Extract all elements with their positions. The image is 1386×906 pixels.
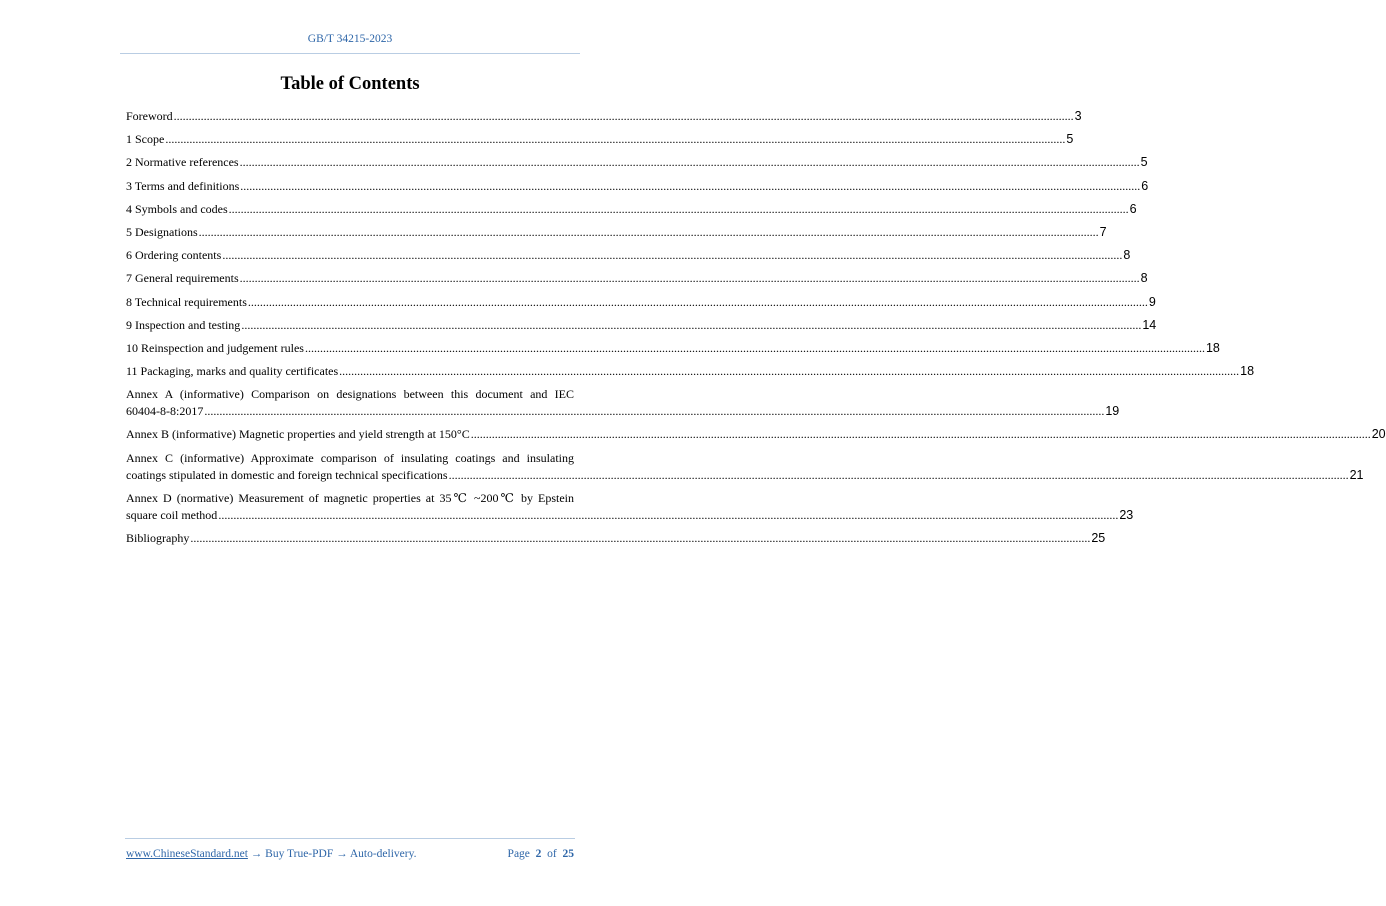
toc-entry-title: 11 Packaging, marks and quality certificates — [126, 364, 339, 379]
dot-leader: ............................................................................................................................................................................................................................................................................................................ — [228, 201, 1129, 216]
page-of-label: of — [547, 848, 557, 860]
toc-entry[interactable] — [126, 450, 1364, 484]
dot-leader: ............................................................................................................................................................................................................................................................................................................ — [304, 340, 1205, 355]
toc-entry-page: 3 — [1074, 109, 1082, 123]
toc-entry-page: 18 — [1240, 364, 1255, 379]
toc-entry-title: Annex B (informative) Magnetic properties and yield strength at 150°C — [126, 427, 470, 442]
dot-leader: ............................................................................................................................................................................................................................................................................................................ — [339, 364, 1240, 379]
toc-entry-page: 23 — [1119, 507, 1134, 522]
toc-entry-page: 5 — [1066, 132, 1074, 147]
toc-entry-first-line: Annex C (informative) Approximate comparison of insulating coatings and insulating — [126, 450, 574, 465]
toc-entry[interactable] — [126, 530, 1106, 547]
dot-leader: ............................................................................................................................................................................................................................................................................................................ — [222, 248, 1123, 263]
toc-entry-title: 8 Technical requirements — [126, 294, 247, 309]
page-title: Table of Contents — [280, 74, 420, 94]
dot-leader: ............................................................................................................................................................................................................................................................................................................ — [470, 427, 1371, 442]
toc-entry-first-line: Annex D (normative) Measurement of magnetic properties at 35℃ ~200℃ by Epstein — [126, 490, 574, 505]
table-of-contents — [126, 108, 1386, 553]
dot-leader: ............................................................................................................................................................................................................................................................................................................ — [218, 507, 1119, 522]
toc-entry[interactable] — [126, 178, 1149, 195]
toc-entry-page: 8 — [1140, 271, 1148, 286]
toc-entry-page: 14 — [1142, 317, 1157, 332]
toc-entry[interactable] — [126, 490, 1134, 524]
toc-entry-page: 18 — [1205, 340, 1220, 355]
toc-entry-title: 6 Ordering contents — [126, 248, 222, 263]
toc-entry-title: 9 Inspection and testing — [126, 317, 241, 332]
toc-entry[interactable] — [126, 317, 1157, 334]
toc-entry[interactable] — [126, 108, 1082, 125]
dot-leader: ............................................................................................................................................................................................................................................................................................................ — [165, 132, 1066, 147]
toc-entry-page: 8 — [1123, 248, 1131, 263]
toc-entry-first-line: Annex A (informative) Comparison on designations between this document and IEC — [126, 387, 574, 402]
toc-entry[interactable] — [126, 201, 1137, 218]
toc-entry-page: 9 — [1148, 294, 1156, 309]
toc-entry-page: 20 — [1371, 427, 1386, 442]
toc-entry-page: 5 — [1140, 155, 1148, 170]
website-link[interactable]: www.ChineseStandard.net — [126, 848, 248, 860]
toc-entry-page: 19 — [1105, 404, 1120, 419]
dot-leader: ............................................................................................................................................................................................................................................................................................................ — [241, 317, 1142, 332]
toc-entry-page: 25 — [1091, 531, 1106, 545]
toc-entry[interactable] — [126, 154, 1148, 171]
toc-entry-title: 1 Scope — [126, 132, 165, 147]
toc-entry-page: 6 — [1129, 201, 1137, 216]
toc-entry[interactable] — [126, 294, 1156, 311]
toc-entry[interactable] — [126, 270, 1148, 287]
footer-promo — [126, 848, 416, 860]
page-total: 25 — [562, 848, 574, 860]
footer-divider — [125, 838, 575, 839]
toc-entry-title: 60404-8-8:2017 — [126, 404, 204, 419]
dot-leader: ............................................................................................................................................................................................................................................................................................................ — [198, 224, 1099, 239]
toc-entry[interactable] — [126, 340, 1220, 357]
page-current: 2 — [535, 848, 542, 860]
toc-entry[interactable] — [126, 224, 1107, 241]
toc-entry-title: 5 Designations — [126, 224, 198, 239]
toc-entry-page: 7 — [1099, 224, 1107, 239]
toc-entry[interactable] — [126, 247, 1131, 264]
dot-leader: ............................................................................................................................................................................................................................................................................................................ — [173, 109, 1074, 123]
toc-entry[interactable] — [126, 131, 1074, 148]
page-number — [508, 848, 574, 860]
toc-entry-title: Foreword — [126, 109, 173, 123]
page-label: Page — [507, 848, 530, 860]
dot-leader: ............................................................................................................................................................................................................................................................................................................ — [240, 178, 1141, 193]
header-divider — [120, 53, 580, 54]
toc-entry-page: 21 — [1349, 467, 1364, 482]
toc-entry-title: 3 Terms and definitions — [126, 178, 240, 193]
toc-entry[interactable] — [126, 426, 1386, 443]
dot-leader: ............................................................................................................................................................................................................................................................................................................ — [239, 155, 1140, 170]
toc-entry-title: square coil method — [126, 507, 218, 522]
toc-entry[interactable] — [126, 363, 1255, 380]
toc-entry-title: 4 Symbols and codes — [126, 201, 228, 216]
dot-leader: ............................................................................................................................................................................................................................................................................................................ — [239, 271, 1140, 286]
footer-tagline: → Buy True-PDF → Auto-delivery. — [247, 848, 417, 860]
toc-entry-title: 10 Reinspection and judgement rules — [126, 340, 304, 355]
toc-entry[interactable] — [126, 386, 1120, 420]
dot-leader: ............................................................................................................................................................................................................................................................................................................ — [190, 531, 1091, 545]
toc-entry-title: Bibliography — [126, 531, 190, 545]
dot-leader: ............................................................................................................................................................................................................................................................................................................ — [448, 467, 1349, 482]
toc-entry-title: 2 Normative references — [126, 155, 239, 170]
toc-entry-title: 7 General requirements — [126, 271, 239, 286]
dot-leader: ............................................................................................................................................................................................................................................................................................................ — [247, 294, 1148, 309]
dot-leader: ............................................................................................................................................................................................................................................................................................................ — [204, 404, 1105, 419]
standard-number-header: GB/T 34215-2023 — [307, 33, 393, 45]
toc-entry-page: 6 — [1141, 178, 1149, 193]
toc-entry-title: coatings stipulated in domestic and foreign technical specifications — [126, 467, 448, 482]
